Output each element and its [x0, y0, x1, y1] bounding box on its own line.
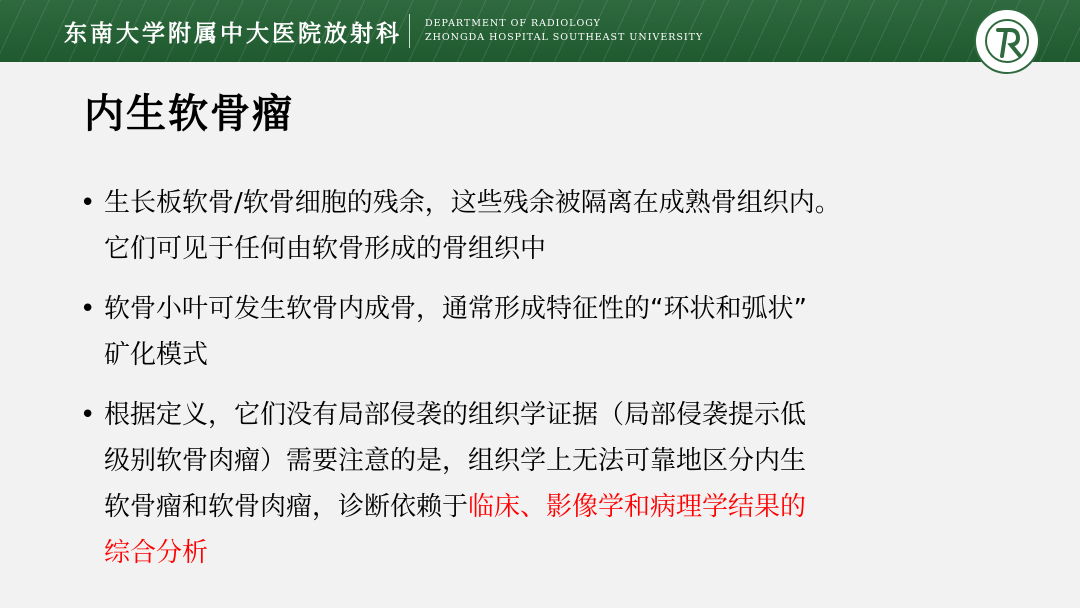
header-bar	[0, 0, 1080, 62]
bullet-3-highlight-2: 综合分析	[104, 538, 209, 568]
header-divider	[409, 14, 410, 48]
bullet-3-line-2: 级别软骨肉瘤）需要注意的是，组织学上无法可靠地区分内生	[104, 446, 807, 476]
bullet-1-line-1: 生长板软骨/软骨细胞的残余，这些残余被隔离在成熟骨组织内。	[104, 188, 841, 218]
bullet-2-line-2: 矿化模式	[104, 340, 209, 370]
department-english-line1: DEPARTMENT OF RADIOLOGY	[425, 18, 601, 29]
page-title: 内生软骨瘤	[84, 91, 294, 137]
bullet-item-3	[78, 392, 1008, 576]
logo-mark-icon	[976, 10, 1038, 72]
bullet-dot: •	[80, 188, 96, 218]
bullet-3-line-1: 根据定义，它们没有局部侵袭的组织学证据（局部侵袭提示低	[104, 400, 807, 430]
bullet-3-highlight-1: 临床、影像学和病理学结果的	[468, 492, 807, 522]
department-english-line2: ZHONGDA HOSPITAL SOUTHEAST UNIVERSITY	[425, 32, 704, 43]
department-english	[425, 17, 703, 45]
hospital-name: 东南大学附属中大医院放射科	[64, 20, 402, 47]
bullet-2-line-1: 软骨小叶可发生软骨内成骨，通常形成特征性的“环状和弧状”	[104, 294, 807, 324]
bullet-item-2	[78, 286, 1008, 378]
bullet-3-line-3-text: 软骨瘤和软骨肉瘤，诊断依赖于	[104, 492, 469, 522]
hospital-logo-icon	[974, 8, 1040, 74]
bullet-list	[78, 180, 1008, 590]
bullet-1-line-2: 它们可见于任何由软骨形成的骨组织中	[104, 234, 547, 264]
bullet-item-1	[78, 180, 1008, 272]
bullet-dot: •	[80, 400, 96, 430]
bullet-dot: •	[80, 294, 96, 324]
bullet-3-line-3	[104, 484, 1008, 530]
